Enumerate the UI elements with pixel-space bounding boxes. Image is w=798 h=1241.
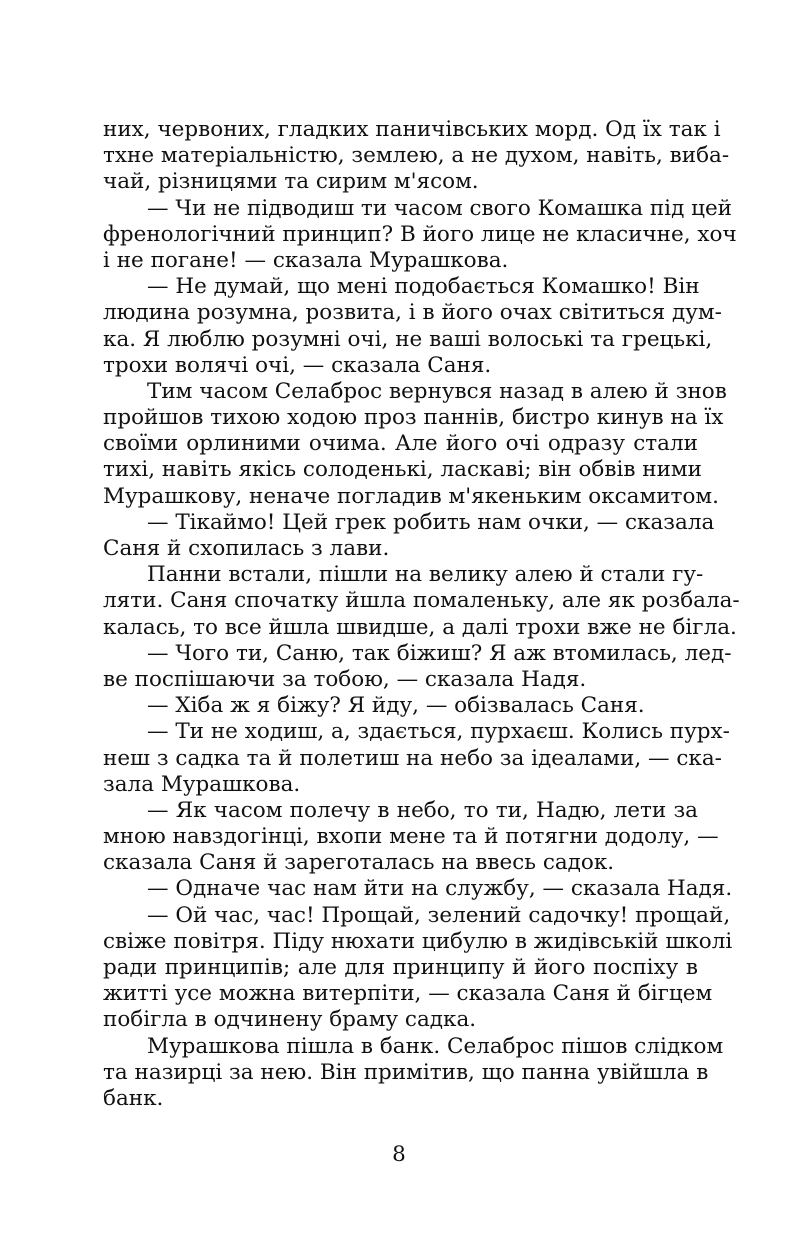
text-line: ради принципів; але для принципу й його поспіху в <box>103 955 698 980</box>
text-line: житті усе можна витерпіти, — сказала Саня й бігцем <box>103 981 713 1007</box>
paragraph <box>103 693 698 719</box>
text-line: — Тікаймо! Цей грек робить нам очки, — сказала <box>147 509 715 535</box>
text-line: неш з садка та й полетиш на небо за ідеалами, — ска- <box>103 745 722 771</box>
text-line: банк. <box>103 1085 164 1111</box>
text-line: Тим часом Селаброс вернувся назад в алею й знов <box>147 378 727 404</box>
paragraph <box>103 719 730 798</box>
text-line: ве поспішаючи за тобою, — сказала Надя. <box>103 666 587 692</box>
text-line: зала Мурашкова. <box>103 771 301 797</box>
text-line: них, червоних, гладких паничівських морд. Од їх так і <box>103 117 721 142</box>
paragraph <box>103 1033 724 1113</box>
text-line: мною навздогінці, вхопи мене та й потягни додолу, — <box>103 824 719 850</box>
text-line: — Чи не підводиш ти часом свого Комашка під цей <box>147 195 733 221</box>
paragraph <box>103 378 727 510</box>
text-line: — Ти не ходиш, а, здається, пурхаєш. Колись пурх- <box>147 719 730 745</box>
text-line: — Ой час, час! Прощай, зелений садочку! прощай, <box>147 902 731 928</box>
text-line: свіже повітря. Піду нюхати цибулю в жидівській школі <box>103 928 733 954</box>
paragraph <box>103 640 732 693</box>
text-line: людина розумна, розвита, і в його очах світиться дум- <box>103 300 722 326</box>
text-line: — Чого ти, Саню, так біжиш? Я аж втомилась, лед- <box>147 640 732 666</box>
paragraph <box>103 274 722 379</box>
text-line: ляти. Саня спочатку йшла помаленьку, але як розбала- <box>103 588 740 614</box>
text-line: та назирці за нею. Він примітив, що панна увійшла в <box>103 1059 709 1085</box>
paragraph <box>103 797 719 877</box>
paragraph <box>103 876 733 902</box>
text-line: тихі, навіть якісь солоденькі, ласкаві; він обвів ними <box>103 457 702 483</box>
text-line: сказала Саня й зареготалась на ввесь садок. <box>103 850 615 876</box>
text-line: — Як часом полечу в небо, то ти, Надю, лети за <box>147 797 698 823</box>
text-line: тхне матеріальністю, землею, а не духом, навіть, виба- <box>103 143 730 169</box>
text-line: Мурашкову, неначе погладив м'якеньким оксамитом. <box>103 483 719 509</box>
page-number: 8 <box>392 1142 406 1167</box>
text-line: трохи волячі очі, — сказала Саня. <box>103 352 492 378</box>
text-line: — Хіба ж я біжу? Я йду, — обізвалась Саня. <box>147 693 645 719</box>
text-line: — Не думай, що мені подобається Комашко! Він <box>147 274 700 300</box>
text-line: чай, різницями та сирим м'ясом. <box>103 169 479 195</box>
paragraph <box>103 509 715 562</box>
text-line: ка. Я люблю розумні очі, не ваші волоські та грецькі, <box>103 326 713 352</box>
text-line: Мурашкова пішла в банк. Селаброс пішов слідком <box>147 1033 724 1059</box>
paragraph <box>103 902 733 1034</box>
text-line: калась, то все йшла швидше, а далі трохи вже не бігла. <box>103 614 737 640</box>
text-line: — Одначе час нам йти на службу, — сказала Надя. <box>147 876 733 902</box>
text-line: побігла в одчинену браму садка. <box>103 1007 477 1033</box>
text-line: пройшов тихою ходою проз паннів, бистро кинув на їх <box>103 405 724 431</box>
text-line: Панни встали, пішли на велику алею й стали гу- <box>147 562 704 588</box>
page-text <box>103 117 740 1112</box>
text-line: своїми орлиними очима. Але його очі одразу стали <box>103 431 698 457</box>
paragraph <box>103 117 730 196</box>
text-line: і не погане! — сказала Мурашкова. <box>103 247 509 273</box>
text-line: френологічний принцип? В його лице не класичне, хоч <box>103 221 737 247</box>
text-line: Саня й схопилась з лави. <box>103 536 390 561</box>
paragraph <box>103 195 737 275</box>
paragraph <box>103 562 740 641</box>
